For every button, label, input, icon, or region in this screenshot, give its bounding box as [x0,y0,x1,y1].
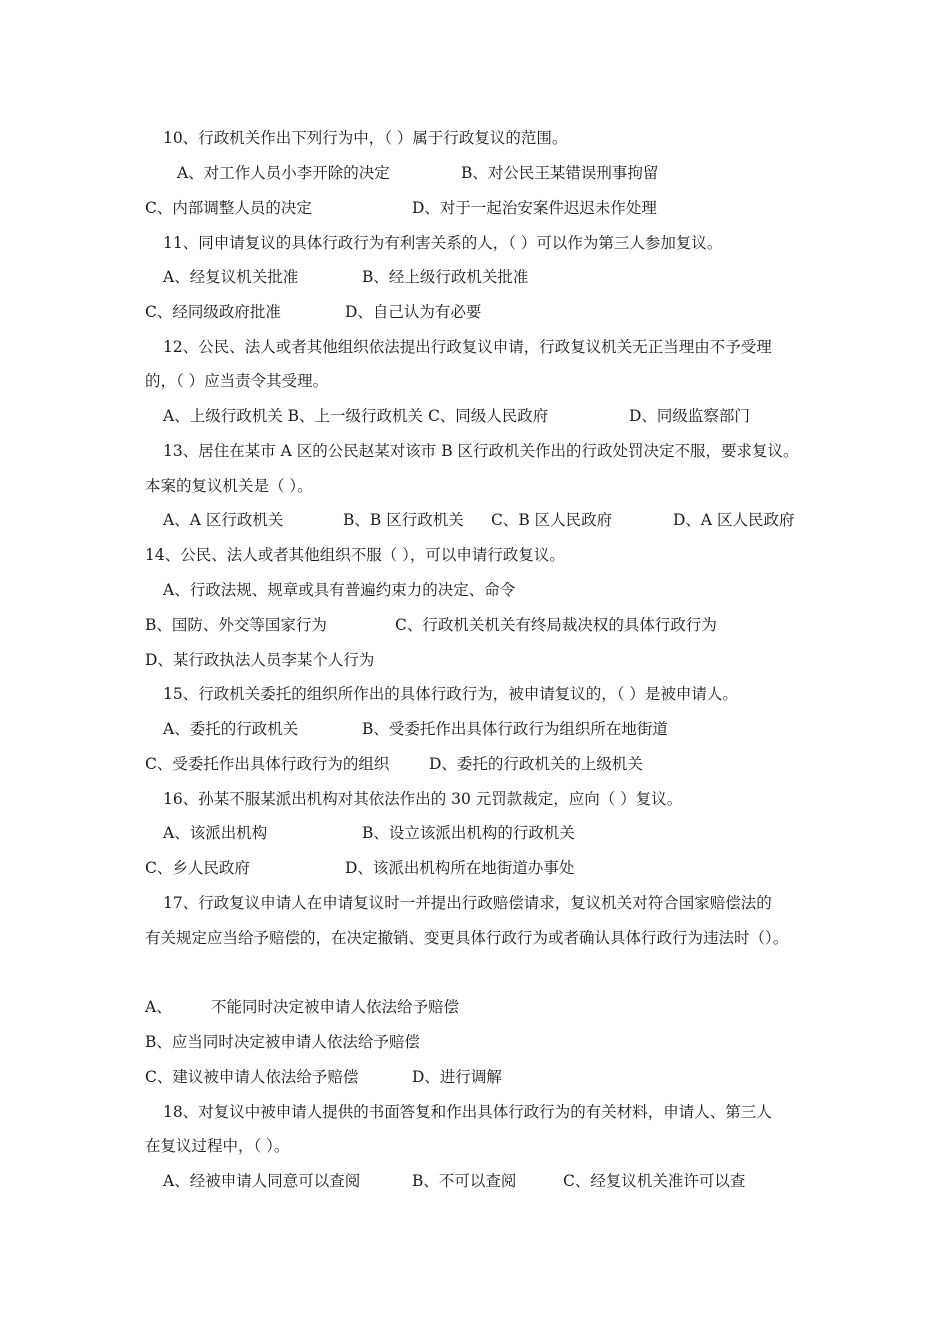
q11-option-c: C、经同级政府批准 [145,303,281,321]
q13-option-b: B、B 区行政机关 [343,511,464,529]
q13-option-d: D、A 区人民政府 [673,511,795,529]
q12-option-d: D、同级监察部门 [629,407,750,425]
q18-stem-line2: 在复议过程中，（ ）。 [145,1137,290,1155]
q11-option-b: B、经上级行政机关批准 [362,268,529,286]
q16-option-c: C、乡人民政府 [145,859,250,877]
q16-stem: 16、孙某不服某派出机构对其依法作出的 30 元罚款裁定，应向（ ）复议。 [163,790,683,808]
q18-option-b: B、不可以查阅 [412,1172,517,1190]
q18-stem-line1: 18、对复议中被申请人提供的书面答复和作出具体行政行为的有关材料，申请人、第三人 [163,1103,772,1121]
q14-option-c: C、行政机关机关有终局裁决权的具体行政行为 [395,616,717,634]
q10-option-d: D、对于一起治安案件迟迟未作处理 [412,199,657,217]
q17-stem-line1: 17、行政复议申请人在申请复议时一并提出行政赔偿请求，复议机关对符合国家赔偿法的 [163,894,772,912]
q10-option-a: A、对工作人员小李开除的决定 [177,164,390,182]
q18-option-c: C、经复议机关准许可以查 [563,1172,746,1190]
q14-stem: 14、公民、法人或者其他组织不服（ ），可以申请行政复议。 [145,546,565,564]
q12-stem-line2: 的，（ ）应当责令其受理。 [145,372,329,390]
q12-stem-line1: 12、公民、法人或者其他组织依法提出行政复议申请，行政复议机关无正当理由不予受理 [163,338,772,356]
q16-option-a: A、该派出机构 [163,824,268,842]
q17-stem-line2: 有关规定应当给予赔偿的，在决定撤销、变更具体行政行为或者确认具体行政行为违法时（）。 [145,929,789,947]
q17-option-d: D、进行调解 [412,1068,502,1086]
q17-option-a: 不能同时决定被申请人依法给予赔偿 [211,998,460,1016]
q15-stem: 15、行政机关委托的组织所作出的具体行政行为，被申请复议的，（ ）是被申请人。 [163,685,738,703]
q18-option-a: A、经被申请人同意可以查阅 [163,1172,361,1190]
q10-option-b: B、对公民王某错误刑事拘留 [461,164,659,182]
q17-option-b: B、应当同时决定被申请人依法给予赔偿 [145,1033,420,1051]
q15-option-c: C、受委托作出具体行政行为的组织 [145,755,390,773]
q15-option-d: D、委托的行政机关的上级机关 [429,755,643,773]
q16-option-d: D、该派出机构所在地街道办事处 [345,859,575,877]
q16-option-b: B、设立该派出机构的行政机关 [362,824,575,842]
q12-options-abc: A、上级行政机关 B、上一级行政机关 C、同级人民政府 [163,407,549,425]
q14-option-a: A、行政法规、规章或具有普遍约束力的决定、命令 [163,581,516,599]
q11-stem: 11、同申请复议的具体行政行为有利害关系的人，（ ）可以作为第三人参加复议。 [163,234,723,252]
q14-option-b: B、国防、外交等国家行为 [145,616,327,634]
q17-option-c: C、建议被申请人依法给予赔偿 [145,1068,359,1086]
q13-option-a: A、A 区行政机关 [163,511,284,529]
q14-option-d: D、某行政执法人员李某个人行为 [145,651,375,669]
q10-stem: 10、行政机关作出下列行为中，（ ）属于行政复议的范围。 [163,129,568,147]
q15-option-a: A、委托的行政机关 [163,720,299,738]
q10-option-c: C、内部调整人员的决定 [145,199,312,217]
q11-option-a: A、经复议机关批准 [163,268,299,286]
q17-option-a-label: A、 [145,998,172,1016]
q13-option-c: C、B 区人民政府 [491,511,613,529]
q15-option-b: B、受委托作出具体行政行为组织所在地街道 [362,720,668,738]
q13-stem-line1: 13、居住在某市 A 区的公民赵某对该市 B 区行政机关作出的行政处罚决定不服，要求复议。 [163,442,799,460]
q11-option-d: D、自己认为有必要 [345,303,482,321]
q13-stem-line2: 本案的复议机关是（ ）。 [145,477,313,495]
